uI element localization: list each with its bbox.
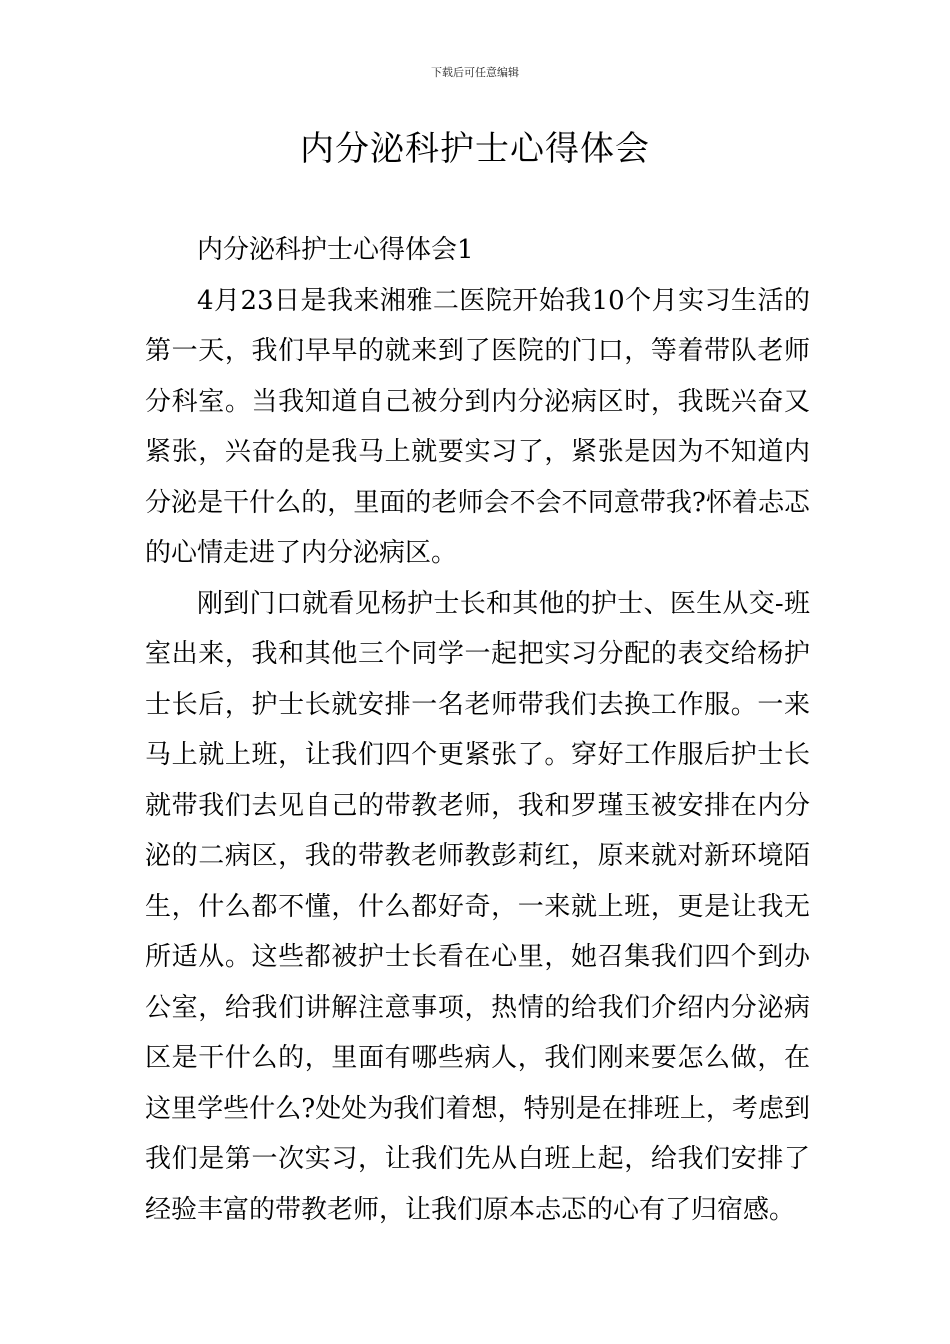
section-heading: 内分泌科护士心得体会1 — [197, 235, 474, 265]
header-note: 下载后可任意编辑 — [431, 66, 519, 79]
document-body — [145, 225, 810, 1235]
paragraph-1: 4月23日是我来湘雅二医院开始我10个月实习生活的第一天，我们早早的就来到了医院的门口，等着带队老师分科室。当我知道自己被分到内分泌病区时，我既兴奋又紧张，兴奋的是我马上就要实习了，紧张是因为不知道内分泌是干什么的，里面的老师会不会不同意带我?怀着忐忑的心情走进了内分泌病区。 — [145, 285, 810, 568]
paragraph-2: 刚到门口就看见杨护士长和其他的护士、医生从交-班室出来，我和其他三个同学一起把实习分配的表交给杨护士长后，护士长就安排一名老师带我们去换工作服。一来马上就上班，让我们四个更紧张了。穿好工作服后护士长就带我们去见自己的带教老师，我和罗瑾玉被安排在内分泌的二病区，我的带教老师教彭莉红，原来就对新环境陌生，什么都不懂，什么都好奇，一来就上班，更是让我无所适从。这些都被护士长看在心里，她召集我们四个到办公室，给我们讲解注意事项，热情的给我们介绍内分泌病区是干什么的，里面有哪些病人，我们刚来要怎么做，在这里学些什么?处处为我们着想，特别是在排班上，考虑到我们是第一次实习，让我们先从白班上起，给我们安排了经验丰富的带教老师，让我们原本忐忑的心有了归宿感。 — [145, 588, 810, 1225]
document-title: 内分泌科护士心得体会 — [300, 129, 650, 169]
